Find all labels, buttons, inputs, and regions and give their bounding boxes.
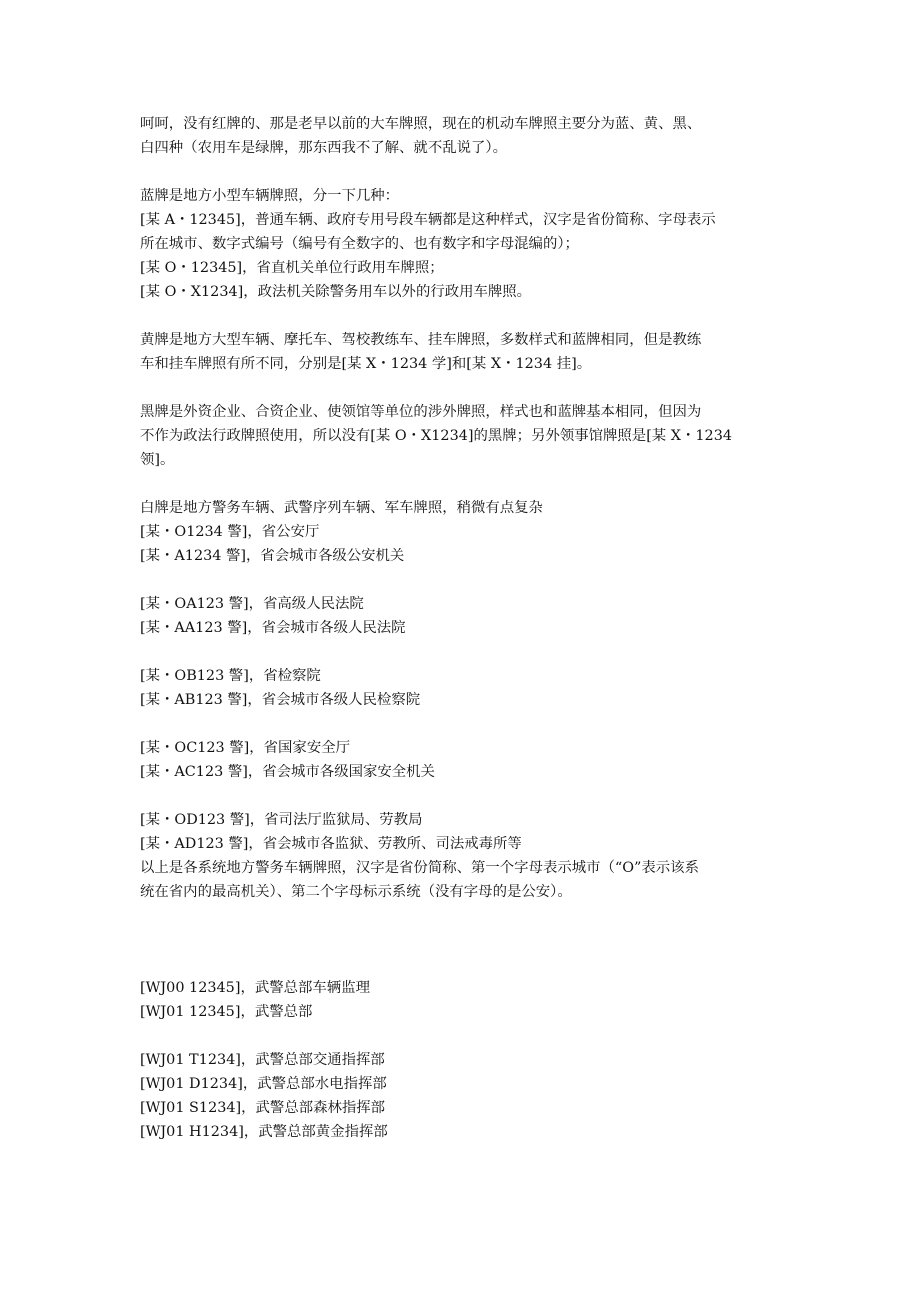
list-item: [某・AB123 警]，省会城市各级人民检察院	[140, 692, 421, 708]
text-line: 白四种（农用车是绿牌，那东西我不了解、就不乱说了）。	[140, 140, 507, 156]
list-item: [某・A1234 警]，省会城市各级公安机关	[140, 548, 405, 564]
text-line: 领]。	[140, 452, 175, 468]
list-wj-hq-plates	[140, 976, 790, 1024]
text-line: 车和挂车牌照有所不同，分别是[某 X・1234 学]和[某 X・1234 挂]。	[140, 356, 592, 372]
text-line: [某 O・X1234]，政法机关除警务用车以外的行政用车牌照。	[140, 284, 532, 300]
list-item: [WJ01 12345]，武警总部	[140, 1004, 313, 1020]
list-wj-command-plates	[140, 1048, 790, 1144]
text-line: 呵呵，没有红牌的、那是老早以前的大车牌照，现在的机动车牌照主要分为蓝、黄、黑、	[140, 116, 702, 132]
list-item: [某・AC123 警]，省会城市各级国家安全机关	[140, 764, 435, 780]
text-line: 所在城市、数字式编号（编号有全数字的、也有数字和字母混编的）；	[140, 236, 579, 252]
text-line: 蓝牌是地方小型车辆牌照，分一下几种：	[140, 188, 400, 204]
paragraph-gap	[140, 640, 790, 664]
document-body	[140, 112, 790, 1144]
text-line: 统在省内的最高机关）、第二个字母标示系统（没有字母的是公安）。	[140, 884, 572, 900]
list-item: [WJ01 H1234]，武警总部黄金指挥部	[140, 1124, 388, 1140]
text-line: 白牌是地方警务车辆、武警序列车辆、军车牌照，稍微有点复杂	[140, 500, 543, 516]
paragraph-white-plates	[140, 496, 790, 568]
list-item: [WJ01 D1234]，武警总部水电指挥部	[140, 1076, 387, 1092]
paragraph-gap	[140, 1024, 790, 1048]
paragraph-black-plates	[140, 400, 790, 472]
list-security-plates	[140, 736, 790, 784]
list-item: [WJ01 S1234]，武警总部森林指挥部	[140, 1100, 386, 1116]
paragraph-gap	[140, 568, 790, 592]
paragraph-gap	[140, 376, 790, 400]
list-item: [某・OD123 警]，省司法厅监狱局、劳教局	[140, 812, 423, 828]
list-court-plates	[140, 592, 790, 640]
list-item: [WJ01 T1234]，武警总部交通指挥部	[140, 1052, 385, 1068]
list-justice-plates	[140, 808, 790, 904]
paragraph-intro	[140, 112, 790, 160]
list-item: [某・AD123 警]，省会城市各监狱、劳教所、司法戒毒所等	[140, 836, 522, 852]
list-procuratorate-plates	[140, 664, 790, 712]
list-item: [某・OA123 警]，省高级人民法院	[140, 596, 364, 612]
paragraph-gap	[140, 472, 790, 496]
paragraph-gap	[140, 304, 790, 328]
list-item: [某・OB123 警]，省检察院	[140, 668, 321, 684]
paragraph-gap	[140, 160, 790, 184]
paragraph-yellow-plates	[140, 328, 790, 376]
text-line: [某 A・12345]，普通车辆、政府专用号段车辆都是这种样式，汉字是省份简称、字母表示	[140, 212, 716, 228]
paragraph-gap	[140, 712, 790, 736]
text-line: 黄牌是地方大型车辆、摩托车、驾校教练车、挂车牌照，多数样式和蓝牌相同，但是教练	[140, 332, 702, 348]
list-item: [某・O1234 警]，省公安厅	[140, 524, 320, 540]
text-line: 以上是各系统地方警务车辆牌照，汉字是省份简称、第一个字母表示城市（“O”表示该系	[140, 860, 699, 876]
paragraph-gap	[140, 784, 790, 808]
text-line: 不作为政法行政牌照使用，所以没有[某 O・X1234]的黑牌；另外领事馆牌照是[某 X・1234	[140, 428, 733, 444]
list-item: [某・OC123 警]，省国家安全厅	[140, 740, 350, 756]
paragraph-blue-plates	[140, 184, 790, 304]
text-line: [某 O・12345]，省直机关单位行政用车牌照；	[140, 260, 444, 276]
list-item: [某・AA123 警]，省会城市各级人民法院	[140, 620, 406, 636]
section-gap	[140, 904, 790, 976]
text-line: 黑牌是外资企业、合资企业、使领馆等单位的涉外牌照，样式也和蓝牌基本相同，但因为	[140, 404, 702, 420]
list-item: [WJ00 12345]，武警总部车辆监理	[140, 980, 370, 996]
